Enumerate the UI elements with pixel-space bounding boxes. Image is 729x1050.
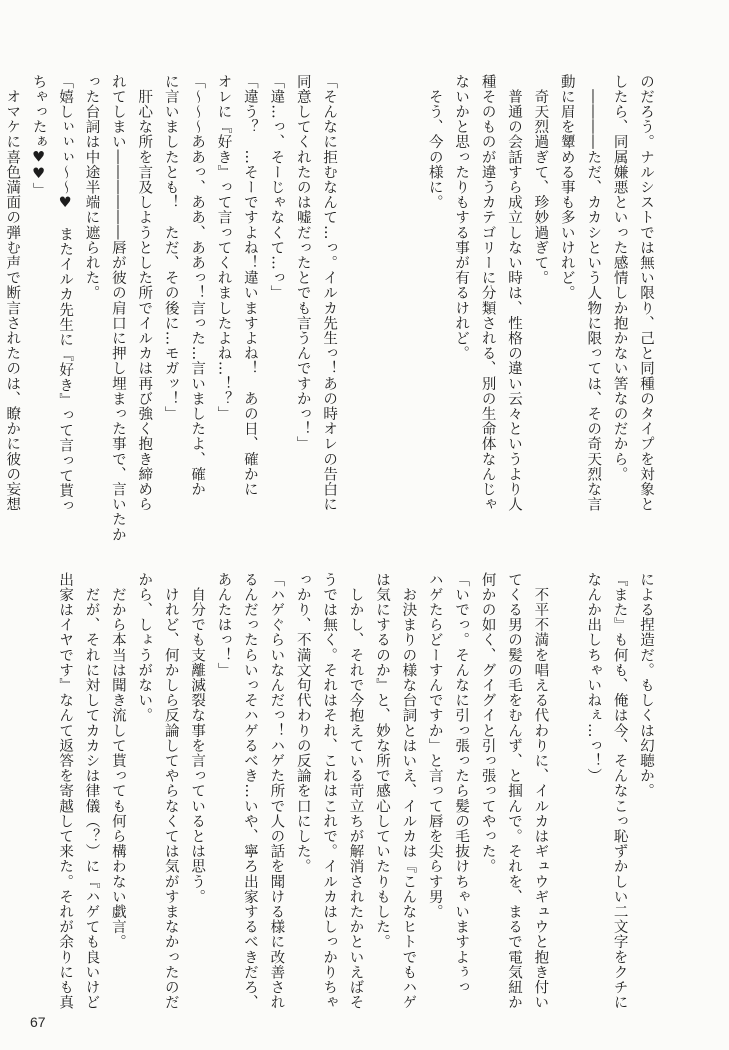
text-line: に言いましたとも！ ただ、その後に…モガッ！」 [162, 74, 179, 422]
text-line: 不平不満を唱える代わりに、イルカはギュウギュウと抱き付い [532, 572, 549, 1010]
text-line: っかり、不満文句代わりの反論を口にした。 [294, 572, 311, 874]
text-line: 動に眉を顰める事も多いけれど。 [558, 74, 575, 301]
text-line: けれど、何かしら反論してやらなくては気がすまなかったのだ [162, 572, 179, 1010]
text-line: 普通の会話すら成立しない時は、性格の違い云々というより人 [505, 74, 522, 512]
text-line: したら、同属嫌悪といった感情しか抱かない筈なのだから。 [611, 74, 628, 482]
text-line: 肝心な所を言及しようとした所でイルカは再び強く抱き締めら [136, 74, 153, 512]
text-line: うでは無く。それはそれ、これはこれで。イルカはしっかりちゃ [321, 572, 338, 1010]
text-block-bottom [29, 572, 659, 1010]
text-line: 「そんなに拒むなんて…っ。イルカ先生っ！あの時オレの告白に [321, 74, 338, 512]
page-number: 67 [30, 1014, 46, 1030]
text-line: 種そのものが違うカテゴリーに分類される、別の生命体なんじゃ [479, 74, 496, 512]
text-line: 『また』も何も、俺は今、そんなこっ恥ずかしい二文字をクチに [611, 572, 628, 1010]
text-line [342, 74, 368, 509]
text-line: るんだったらいっそハゲるべき…いや、寧ろ出家するべきだろ、 [241, 572, 258, 1010]
text-line: 「嬉しぃぃぃ～～♥ またイルカ先生に『好き』って言って貰っ [57, 74, 74, 514]
text-line: ハゲたらどーすんですか」と言って唇を尖らす男。 [426, 572, 443, 920]
text-line: 「違う？ …そーですよね！違いますよね！ あの日、確かに [241, 74, 258, 497]
text-line: だから本当は聞き流して貰っても何ら構わない戯言。 [109, 572, 126, 950]
text-line [395, 74, 421, 509]
text-line: れてしまい――――――唇が彼の肩口に押し埋まった事で、言いたか [109, 74, 126, 543]
text-line: 出家はイヤです』なんて返答を寄越して来た。それが余りにも真 [57, 572, 74, 1010]
text-line: 自分でも支離滅裂な事を言っているとは思う。 [189, 572, 206, 905]
text-line: お決まりの様な台詞とはいえ、イルカは『こんなヒトでもハゲ [400, 572, 417, 1010]
text-line [553, 572, 579, 992]
text-line: は気にするのか』と、妙な所で感心していたりもした。 [373, 572, 390, 950]
text-line: 「いでっ。そんなに引っ張ったら髪の毛抜けちゃいますよぅっ [453, 572, 470, 995]
text-line: ないかと思ったりもする事が有るけれど。 [453, 74, 470, 361]
text-line: オレに『好き』って言ってくれましたよね…！？」 [215, 74, 232, 422]
text-line: オマケに喜色満面の弾む声で断言されたのは、瞭かに彼の妄想 [4, 74, 21, 512]
text-line: による捏造だ。もしくは幻聴か。 [638, 572, 654, 799]
text-line: だが、それに対してカカシは律儀（？）に『ハゲても良いけど [83, 572, 100, 1010]
text-line: 「ハゲぐらいなんだっ！ハゲた所で人の話を聞ける様に改善され [268, 572, 285, 1010]
text-line: から、しょうがない。 [136, 572, 153, 723]
text-line [369, 74, 395, 509]
text-block-top [4, 74, 659, 543]
text-line: 何かの如く、グイグイと引っ張ってやった。 [479, 572, 496, 874]
text-line: のだろう。ナルシストでは無い限り、己と同種のタイプを対象と [638, 74, 654, 512]
text-line: 奇天烈過ぎて、珍妙過ぎて。 [532, 74, 549, 286]
text-line: った台詞は中途半端に遮られた。 [83, 74, 100, 301]
text-line: てくる男の髪の毛をむんず、と掴んで。それを、まるで電気紐か [505, 572, 522, 1010]
text-line: そう、今の様に。 [426, 74, 443, 210]
text-line: しかし、それで今抱えている苛立ちが解消されたかといえばそ [347, 572, 364, 1010]
text-line: なんか出しちゃいねぇ…っ！） [585, 572, 602, 784]
text-line: 同意してくれたのは嘘だったとでも言うんですかっ！」 [294, 74, 311, 452]
text-line: あんたはっ！」 [215, 572, 232, 678]
text-line: 「～～～ああっ、ああ、ああっ！言った…言いましたよ、確か [189, 74, 206, 497]
text-line: ――――ただ、カカシという人物に限っては、その奇天烈な言 [585, 74, 602, 512]
text-line: ちゃったぁ♥♥」 [30, 74, 47, 198]
text-line: 「違…っ、そーじゃなくて…っ」 [268, 74, 285, 301]
